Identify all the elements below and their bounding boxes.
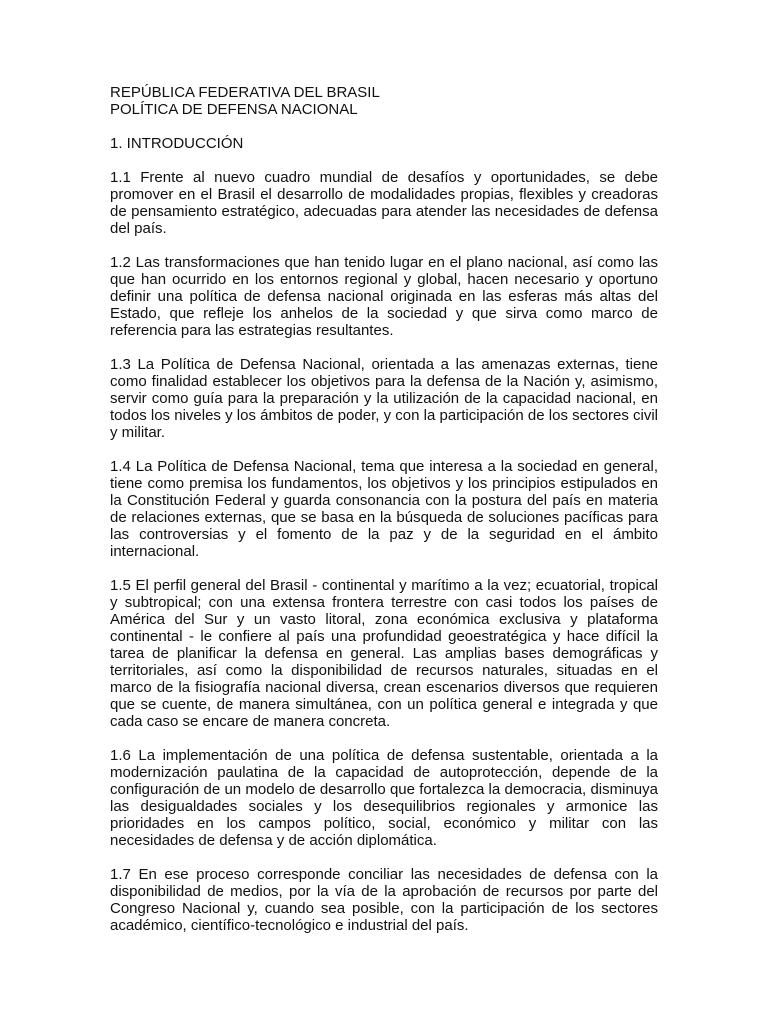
paragraph-1-3: 1.3 La Política de Defensa Nacional, orientada a las amenazas externas, tiene como finalidad establecer los objetivos para la defensa de la Nación y, asimismo, servir como guía para la preparación y la utilización de la capacidad nacional, en todos los niveles y los ámbitos de poder, y con la participación de los sectores civil y militar.: [110, 356, 658, 441]
paragraph-1-4: 1.4 La Política de Defensa Nacional, tema que interesa a la sociedad en general, tiene como premisa los fundamentos, los objetivos y los principios estipulados en la Constitución Federal y guarda consonancia con la postura del país en materia de relaciones externas, que se basa en la búsqueda de soluciones pacíficas para las controversias y el fomento de la paz y de la seguridad en el ámbito internacional.: [110, 458, 658, 560]
paragraph-1-5: 1.5 El perfil general del Brasil - continental y marítimo a la vez; ecuatorial, tropical y subtropical; con una extensa frontera terrestre con casi todos los países de América del Sur y un vasto litoral, zona económica exclusiva y plataforma continental - le confiere al país una profundidad geoestratégica y hace difícil la tarea de planificar la defensa en general. Las amplias bases demográficas y territoriales, así como la disponibilidad de recursos naturales, situadas en el marco de la fisiografía nacional diversa, crean escenarios diversos que requieren que se cuente, de manera simultánea, con un política general e integrada y que cada caso se encare de manera concreta.: [110, 577, 658, 730]
document-page: [110, 84, 658, 934]
paragraph-1-6: 1.6 La implementación de una política de defensa sustentable, orientada a la modernización paulatina de la capacidad de autoprotección, depende de la configuración de un modelo de desarrollo que fortalezca la democracia, disminuya las desigualdades sociales y los desequilibrios regionales y armonice las prioridades en los campos político, social, económico y militar con las necesidades de defensa y de acción diplomática.: [110, 747, 658, 849]
section-heading: 1. INTRODUCCIÓN: [110, 135, 244, 152]
paragraph-1-2: 1.2 Las transformaciones que han tenido lugar en el plano nacional, así como las que han ocurrido en los entornos regional y global, hacen necesario y oportuno definir una política de defensa nacional originada en las esferas más altas del Estado, que refleje los anhelos de la sociedad y que sirva como marco de referencia para las estrategias resultantes.: [110, 254, 658, 339]
document-title-line-2: POLÍTICA DE DEFENSA NACIONAL: [110, 101, 358, 118]
document-title-line-1: REPÚBLICA FEDERATIVA DEL BRASIL: [110, 84, 380, 101]
paragraph-1-1: 1.1 Frente al nuevo cuadro mundial de desafíos y oportunidades, se debe promover en el Brasil el desarrollo de modalidades propias, flexibles y creadoras de pensamiento estratégico, adecuadas para atender las necesidades de defensa del país.: [110, 169, 658, 237]
paragraph-1-7: 1.7 En ese proceso corresponde conciliar las necesidades de defensa con la disponibilidad de medios, por la vía de la aprobación de recursos por parte del Congreso Nacional y, cuando sea posible, con la participación de los sectores académico, científico-tecnológico e industrial del país.: [110, 866, 658, 934]
